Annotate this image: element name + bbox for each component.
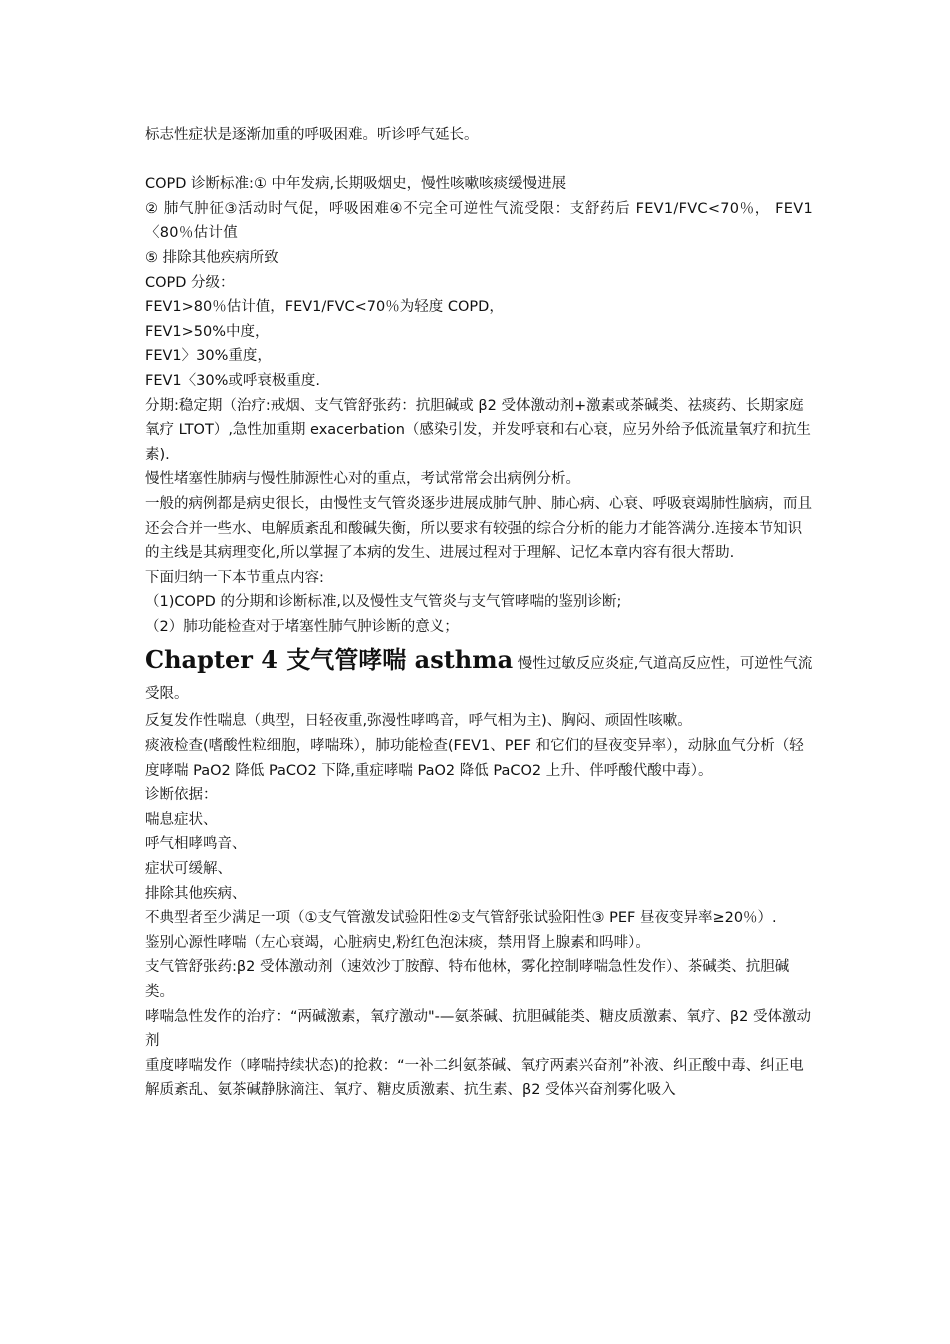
paragraph-summary-1: （1)COPD 的分期和诊断标准,以及慢性支气管炎与支气管哮喘的鉴别诊断; bbox=[145, 594, 622, 611]
chapter-definition: 慢性过敏反应炎症,气道高反应性，可逆性气流受限。 bbox=[145, 656, 813, 703]
paragraph-exam-focus: 慢性堵塞性肺病与慢性肺源性心对的重点，考试常常会出病例分析。 bbox=[145, 471, 580, 488]
paragraph-basis-relief: 症状可缓解、 bbox=[145, 861, 232, 878]
paragraph-summary-intro: 下面归纳一下本节重点内容: bbox=[145, 569, 324, 586]
paragraph-grade-moderate: FEV1>50%中度， bbox=[145, 323, 270, 340]
paragraph-grade-severe: FEV1〉30%重度， bbox=[145, 348, 272, 365]
paragraph-asthma-symptoms: 反复发作性喘息（典型，日轻夜重,弥漫性哮鸣音，呼气相为主)、胸闷、顽固性咳嗽。 bbox=[145, 713, 692, 730]
paragraph-copd-criteria-2: ② 肺气肿征③活动时气促，呼吸困难④不完全可逆性气流受限：支舒药后 FEV1/FVC<70％， FEV1〈80％估计值 bbox=[145, 200, 813, 242]
paragraph-atypical: 不典型者至少满足一项（①支气管激发试验阳性②支气管舒张试验阳性③ PEF 昼夜变异率≥20％）. bbox=[145, 910, 777, 927]
paragraph-diagnosis-basis: 诊断依据： bbox=[145, 787, 218, 804]
paragraph-copd-grading: COPD 分级： bbox=[145, 274, 235, 291]
paragraph-asthma-exams: 痰液检查(嗜酸性粒细胞，哮喘珠），肺功能检查(FEV1、PEF 和它们的昼夜变异率），动脉血气分析（轻度哮喘 PaO2 降低 PaCO2 下降,重症哮喘 PaO2 降低 PaCO2 上升、伴呼酸代酸中毒）。 bbox=[145, 738, 804, 779]
paragraph-case-analysis: 一般的病例都是病史很长，由慢性支气管炎逐步进展成肺气肿、肺心病、心衰、呼吸衰竭肺性脑病，而且还会合并一些水、电解质紊乱和酸碱失衡，所以要求有较强的综合分析的能力才能答满分.连接本节知识的主线是其病理变化,所以掌握了本病的发生、进展过程对于理解、记忆本章内容有很大帮助. bbox=[145, 495, 812, 562]
paragraph-differential: 鉴别心源性哮喘（左心衰竭，心脏病史,粉红色泡沫痰，禁用肾上腺素和吗啡）。 bbox=[145, 934, 650, 951]
paragraph-copd-criteria: COPD 诊断标准:① 中年发病,长期吸烟史，慢性咳嗽咳痰缓慢进展 bbox=[145, 176, 567, 193]
paragraph-symptom: 标志性症状是逐渐加重的呼吸困难。听诊呼气延长。 bbox=[145, 127, 479, 143]
paragraph-basis-rhonchi: 呼气相哮鸣音、 bbox=[145, 836, 247, 853]
paragraph-basis-exclude: 排除其他疾病、 bbox=[145, 885, 247, 902]
chapter-title: Chapter 4 支气管哮喘 asthma bbox=[145, 645, 514, 675]
paragraph-summary-2: （2）肺功能检查对于堵塞性肺气肿诊断的意义； bbox=[145, 618, 459, 635]
paragraph-copd-criteria-5: ⑤ 排除其他疾病所致 bbox=[145, 249, 279, 266]
document-body bbox=[145, 123, 813, 1103]
paragraph-acute-treatment: 哮喘急性发作的治疗：“两碱激素，氧疗激动"-—氨茶碱、抗胆碱能类、糖皮质激素、氧疗、β2 受体激动剂 bbox=[145, 1008, 811, 1050]
paragraph-grade-very-severe: FEV1〈30%或呼衰极重度. bbox=[145, 372, 320, 389]
paragraph-bronchodilators: 支气管舒张药:β2 受体激动剂（速效沙丁胺醇、特布他林，雾化控制哮喘急性发作）、茶碱类、抗胆碱类。 bbox=[145, 959, 790, 1000]
paragraph-grade-mild: FEV1>80％估计值，FEV1/FVC<70％为轻度 COPD， bbox=[145, 299, 504, 316]
paragraph-severe-rescue: 重度哮喘发作（哮喘持续状态)的抢救：“一补二纠氨茶碱、氧疗两素兴奋剂”补液、纠正酸中毒、纠正电解质紊乱、氨茶碱静脉滴注、氧疗、糖皮质激素、抗生素、β2 受体兴奋剂雾化吸入 bbox=[145, 1057, 804, 1099]
blank-line bbox=[145, 148, 813, 173]
paragraph-basis-wheeze: 喘息症状、 bbox=[145, 811, 218, 828]
chapter-heading-line bbox=[145, 645, 813, 709]
paragraph-staging: 分期:稳定期（治疗:戒烟、支气管舒张药：抗胆碱或 β2 受体激动剂+激素或茶碱类、祛痰药、长期家庭氧疗 LTOT）,急性加重期 exacerbation（感染引发，并发呼衰和右心衰，应另外给予低流量氧疗和抗生素). bbox=[145, 397, 811, 463]
